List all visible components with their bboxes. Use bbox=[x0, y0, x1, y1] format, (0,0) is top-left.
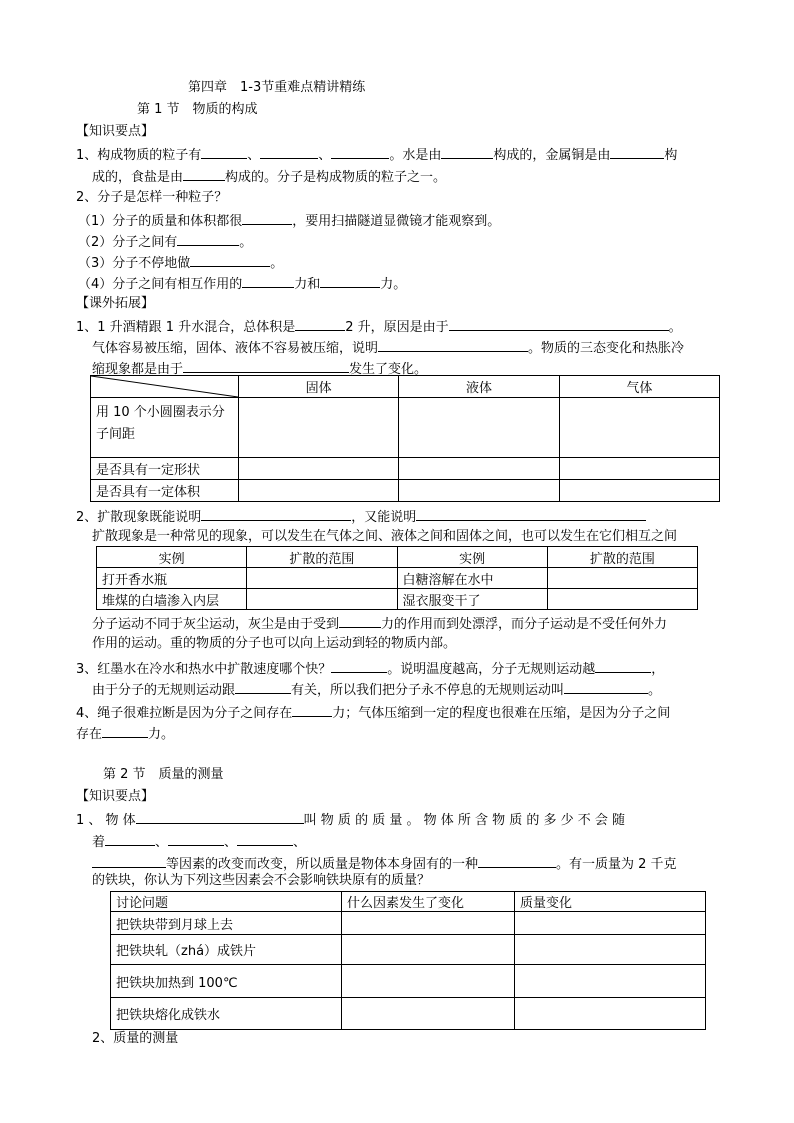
answer-cell[interactable] bbox=[342, 998, 515, 1030]
page-title: 第四章 1-3节重难点精讲精练 bbox=[188, 80, 366, 95]
answer-blank[interactable] bbox=[292, 704, 332, 717]
answer-blank[interactable] bbox=[295, 318, 345, 331]
extension-1-b: 气体容易被压缩，固体、液体不容易被压缩，说明 。物质的三态变化和热胀冷 bbox=[92, 341, 685, 356]
answer-cell[interactable] bbox=[399, 480, 559, 502]
mass-question-1: 1 、 物 体 叫 物 质 的 质 量 。 物 体 所 含 物 质 的 多 少 不 会 随 bbox=[76, 813, 626, 828]
diffusion-table bbox=[96, 546, 698, 610]
answer-cell[interactable] bbox=[247, 568, 397, 589]
answer-blank[interactable] bbox=[92, 855, 166, 868]
mass-discussion-table bbox=[110, 891, 706, 1030]
answer-cell[interactable] bbox=[515, 935, 706, 965]
discussion-item: 把铁块轧（zhá）成铁片 bbox=[111, 935, 342, 965]
answer-cell[interactable] bbox=[547, 589, 697, 610]
question-2-1: （1）分子的质量和体积都很 ，要用扫描隧道显微镜才能观察到。 bbox=[78, 214, 501, 229]
col-header: 讨论问题 bbox=[111, 892, 342, 912]
answer-cell[interactable] bbox=[342, 912, 515, 935]
extension-2-c: 分子运动不同于灰尘运动，灰尘是由于受到 力的作用而到处漂浮，而分子运动是不受任何外力 bbox=[92, 617, 668, 632]
example-cell: 打开香水瓶 bbox=[97, 568, 247, 589]
answer-blank[interactable] bbox=[339, 615, 381, 628]
extension-4: 4、绳子很难拉断是因为分子之间存在 力；气体压缩到一定的程度也很难在压缩，是因为分子之间 bbox=[76, 706, 671, 721]
answer-cell[interactable] bbox=[247, 589, 397, 610]
extension-4-b: 存在 力。 bbox=[76, 727, 175, 742]
answer-blank[interactable] bbox=[242, 212, 292, 225]
answer-cell[interactable] bbox=[239, 480, 399, 502]
col-header: 气体 bbox=[559, 376, 719, 398]
question-2: 2、分子是怎样一种粒子？ bbox=[76, 190, 228, 205]
col-header: 扩散的范围 bbox=[547, 547, 697, 568]
answer-cell[interactable] bbox=[399, 458, 559, 480]
answer-cell[interactable] bbox=[239, 458, 399, 480]
answer-cell[interactable] bbox=[559, 480, 719, 502]
answer-blank[interactable] bbox=[183, 168, 225, 181]
discussion-item: 把铁块熔化成铁水 bbox=[111, 998, 342, 1030]
question-2-3: （3）分子不停地做 。 bbox=[78, 256, 284, 271]
answer-blank[interactable] bbox=[190, 254, 270, 267]
answer-blank[interactable] bbox=[564, 681, 648, 694]
answer-blank[interactable] bbox=[320, 275, 380, 288]
answer-blank[interactable] bbox=[168, 833, 224, 846]
extension-label: 【课外拓展】 bbox=[76, 296, 155, 311]
example-cell: 白糖溶解在水中 bbox=[397, 568, 547, 589]
answer-blank[interactable] bbox=[201, 146, 247, 159]
answer-cell[interactable] bbox=[559, 398, 719, 458]
answer-cell[interactable] bbox=[342, 935, 515, 965]
mass-question-1-b: 着 、 、 、 bbox=[92, 835, 307, 850]
answer-blank[interactable] bbox=[136, 811, 304, 824]
extension-3: 3、红墨水在冷水和热水中扩散速度哪个快？ 。说明温度越高，分子无规则运动越 ， bbox=[76, 662, 665, 677]
extension-1-c: 缩现象都是由于 发生了变化。 bbox=[92, 362, 428, 377]
answer-blank[interactable] bbox=[237, 833, 293, 846]
diagonal-header-cell bbox=[91, 376, 239, 398]
row-label: 是否具有一定体积 bbox=[91, 480, 239, 502]
answer-blank[interactable] bbox=[331, 146, 389, 159]
answer-blank[interactable] bbox=[260, 146, 318, 159]
answer-blank[interactable] bbox=[242, 275, 294, 288]
answer-blank[interactable] bbox=[183, 360, 349, 373]
answer-blank[interactable] bbox=[177, 233, 239, 246]
answer-blank[interactable] bbox=[105, 833, 155, 846]
answer-blank[interactable] bbox=[416, 508, 646, 521]
example-cell: 堆煤的白墙渗入内层 bbox=[97, 589, 247, 610]
row-label: 用 10 个小圆圈表示分子间距 bbox=[91, 398, 239, 458]
extension-2: 2、扩散现象既能说明 ，又能说明 bbox=[76, 508, 646, 526]
answer-cell[interactable] bbox=[515, 998, 706, 1030]
answer-cell[interactable] bbox=[559, 458, 719, 480]
col-header: 扩散的范围 bbox=[247, 547, 397, 568]
answer-blank[interactable] bbox=[595, 660, 651, 673]
mass-question-2: 2、质量的测量 bbox=[92, 1031, 179, 1046]
col-header: 固体 bbox=[239, 376, 399, 398]
extension-1: 1、1 升酒精跟 1 升水混合，总体积是 2 升，原因是由于 。 bbox=[76, 320, 682, 335]
answer-blank[interactable] bbox=[441, 146, 493, 159]
answer-cell[interactable] bbox=[239, 398, 399, 458]
col-header: 实例 bbox=[97, 547, 247, 568]
answer-blank[interactable] bbox=[610, 146, 664, 159]
discussion-item: 把铁块带到月球上去 bbox=[111, 912, 342, 935]
section-2-heading: 第 2 节 质量的测量 bbox=[103, 767, 224, 782]
mass-question-1-d: 的铁块，你认为下列这些因素会不会影响铁块原有的质量？ bbox=[92, 873, 431, 888]
answer-blank[interactable] bbox=[478, 855, 556, 868]
answer-cell[interactable] bbox=[515, 912, 706, 935]
knowledge-points-label-2: 【知识要点】 bbox=[76, 789, 155, 804]
question-1-cont: 成的，食盐是由 构成的。分子是构成物质的粒子之一。 bbox=[92, 170, 447, 185]
col-header: 实例 bbox=[397, 547, 547, 568]
row-label: 是否具有一定形状 bbox=[91, 458, 239, 480]
answer-blank[interactable] bbox=[201, 508, 351, 521]
answer-blank[interactable] bbox=[235, 681, 291, 694]
answer-cell[interactable] bbox=[515, 965, 706, 998]
extension-3-b: 由于分子的无规则运动跟 有关，所以我们把分子永不停息的无规则运动叫 。 bbox=[92, 683, 662, 698]
answer-blank[interactable] bbox=[331, 660, 387, 673]
section-1-heading: 第 1 节 物质的构成 bbox=[137, 102, 258, 117]
states-of-matter-table bbox=[90, 375, 720, 502]
answer-blank[interactable] bbox=[102, 725, 148, 738]
discussion-item: 把铁块加热到 100℃ bbox=[111, 965, 342, 998]
answer-cell[interactable] bbox=[547, 568, 697, 589]
mass-question-1-c: 等因素的改变而改变，所以质量是物体本身固有的一种 。有一质量为 2 千克 bbox=[92, 855, 677, 873]
col-header: 什么因素发生了变化 bbox=[342, 892, 515, 912]
extension-2-b: 扩散现象是一种常见的现象，可以发生在气体之间、液体之间和固体之间，也可以发生在它们相互之间 bbox=[92, 529, 678, 544]
answer-cell[interactable] bbox=[399, 398, 559, 458]
col-header: 质量变化 bbox=[515, 892, 706, 912]
answer-blank[interactable] bbox=[378, 339, 528, 352]
knowledge-points-label: 【知识要点】 bbox=[76, 124, 155, 139]
extension-2-d: 作用的运动。重的物质的分子也可以向上运动到轻的物质内部。 bbox=[92, 636, 457, 651]
question-1: 1、构成物质的粒子有 、 、 。水是由 构成的，金属铜是由 构 bbox=[76, 148, 678, 163]
answer-cell[interactable] bbox=[342, 965, 515, 998]
question-2-2: （2）分子之间有 。 bbox=[78, 235, 253, 250]
answer-blank[interactable] bbox=[449, 318, 669, 331]
question-2-4: （4）分子之间有相互作用的 力和 力。 bbox=[78, 277, 407, 292]
example-cell: 湿衣服变干了 bbox=[397, 589, 547, 610]
col-header: 液体 bbox=[399, 376, 559, 398]
